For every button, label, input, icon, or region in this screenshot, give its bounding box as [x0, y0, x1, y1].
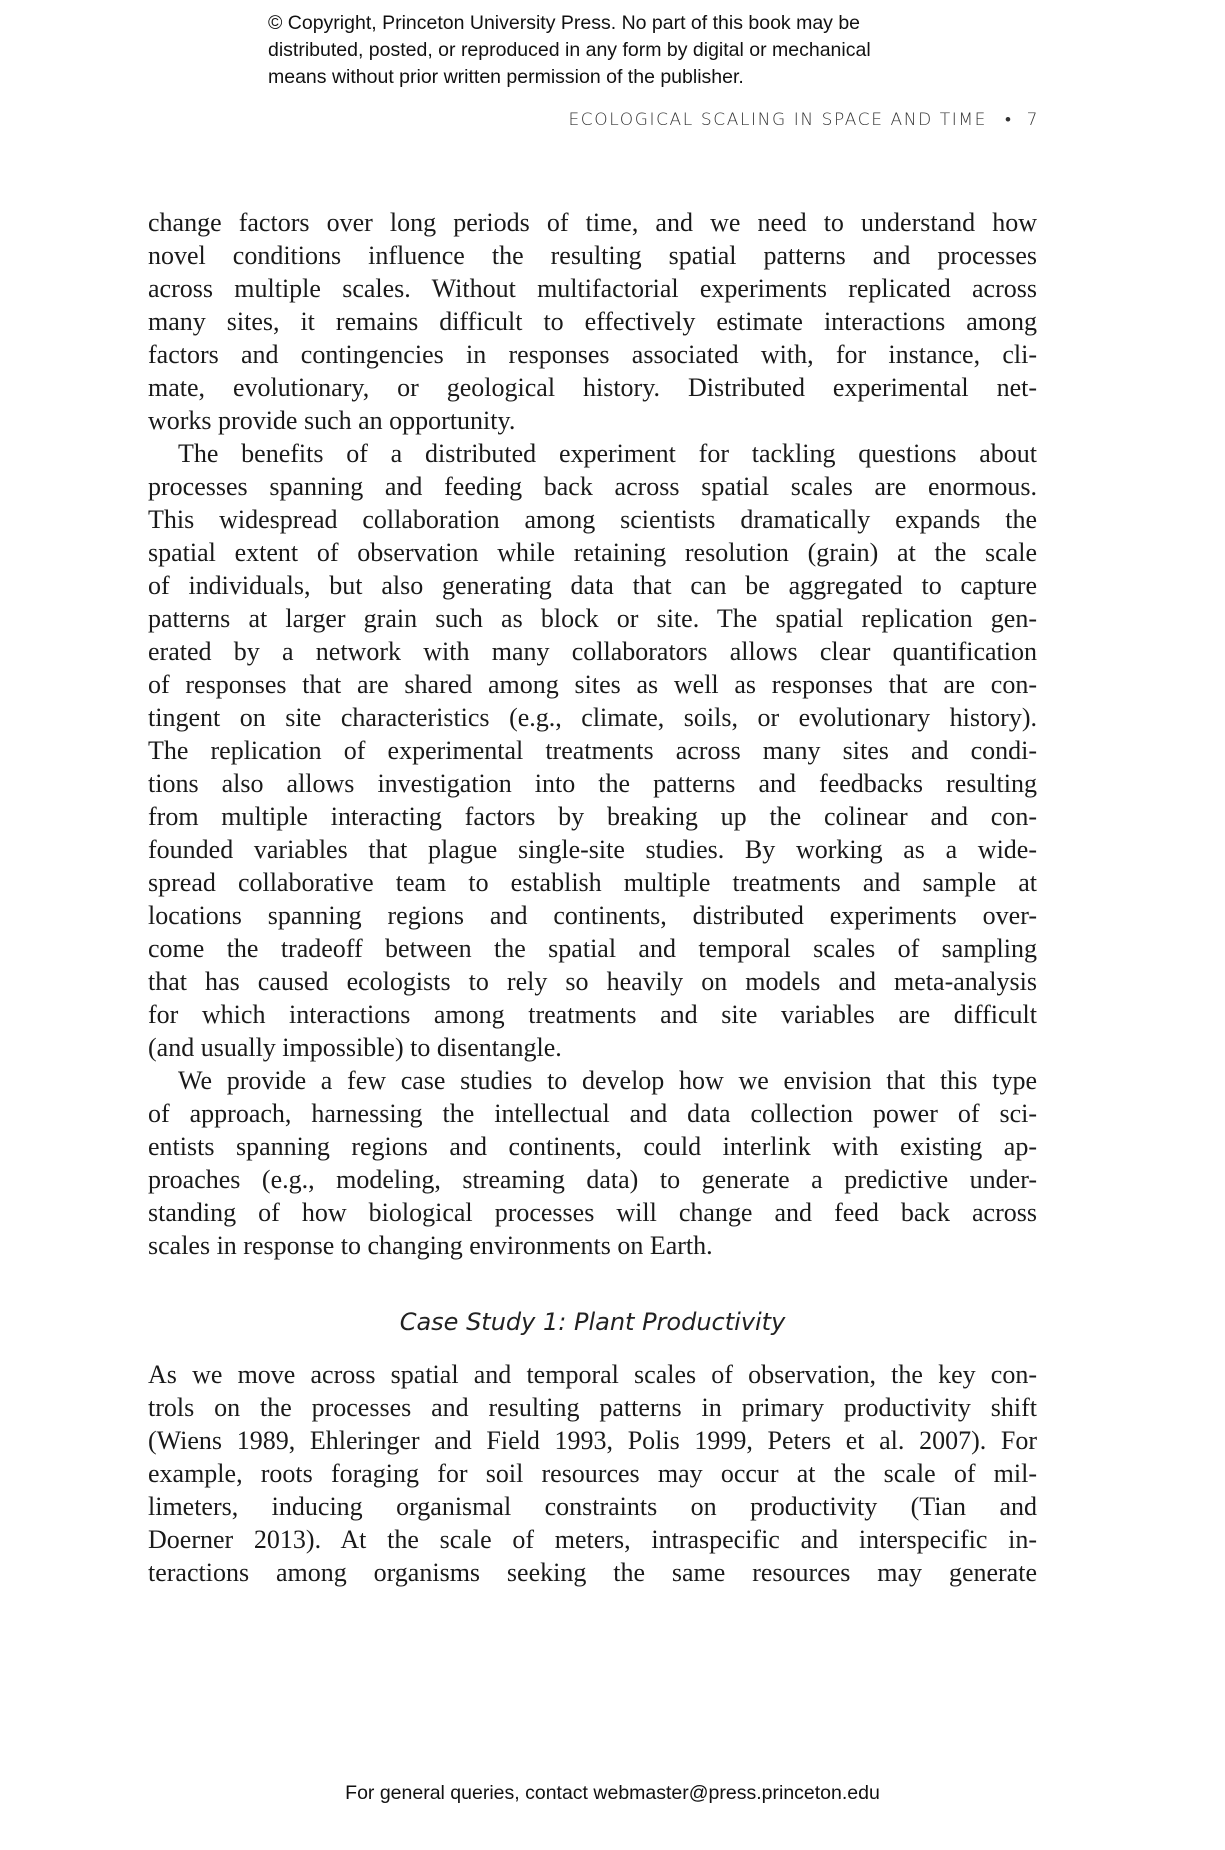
copyright-line: means without prior written permission of the publisher.: [268, 66, 744, 88]
text-line: proaches (e.g., modeling, streaming data) to generate a predictive under-: [148, 1165, 1037, 1194]
text-line: The benefits of a distributed experiment for tackling questions about: [178, 439, 1037, 468]
paragraph: [148, 437, 1037, 1064]
text-line: tions also allows investigation into the patterns and feedbacks resulting: [148, 769, 1037, 798]
text-line: trols on the processes and resulting patterns in primary productivity shift: [148, 1393, 1037, 1422]
text-line: (and usually impossible) to disentangle.: [148, 1033, 562, 1062]
text-line: We provide a few case studies to develop how we envision that this type: [178, 1066, 1037, 1095]
text-line: change factors over long periods of time, and we need to understand how: [148, 208, 1037, 237]
text-line: for which interactions among treatments and site variables are difficult: [148, 1000, 1037, 1029]
text-line: standing of how biological processes will change and feed back across: [148, 1198, 1037, 1227]
text-line: spread collaborative team to establish multiple treatments and sample at: [148, 868, 1037, 897]
running-head-title: ECOLOGICAL SCALING IN SPACE AND TIME: [568, 110, 988, 130]
running-head-separator: •: [1005, 110, 1013, 130]
paragraph: [148, 206, 1037, 437]
text-line: tingent on site characteristics (e.g., climate, soils, or evolutionary history).: [148, 703, 1037, 732]
section-heading: Case Study 1: Plant Productivity: [399, 1308, 786, 1336]
text-line: locations spanning regions and continents, distributed experiments over-: [148, 901, 1037, 930]
text-line: patterns at larger grain such as block or site. The spatial replication gen-: [148, 604, 1037, 633]
body-text-after-heading: [148, 1358, 1037, 1589]
text-line: mate, evolutionary, or geological history. Distributed experimental net-: [148, 373, 1037, 402]
text-line: across multiple scales. Without multifactorial experiments replicated across: [148, 274, 1037, 303]
text-line: scales in response to changing environments on Earth.: [148, 1231, 713, 1260]
copyright-notice: [268, 10, 871, 91]
text-line: As we move across spatial and temporal scales of observation, the key con-: [148, 1360, 1037, 1389]
footer-contact: For general queries, contact webmaster@press.princeton.edu: [345, 1782, 880, 1804]
text-line: example, roots foraging for soil resources may occur at the scale of mil-: [148, 1459, 1037, 1488]
text-line: (Wiens 1989, Ehleringer and Field 1993, Polis 1999, Peters et al. 2007). For: [148, 1426, 1037, 1455]
text-line: processes spanning and feeding back across spatial scales are enormous.: [148, 472, 1037, 501]
paragraph: [148, 1064, 1037, 1262]
text-line: The replication of experimental treatments across many sites and condi-: [148, 736, 1037, 765]
body-text-before-heading: [148, 206, 1037, 1262]
text-line: novel conditions influence the resulting spatial patterns and processes: [148, 241, 1037, 270]
text-line: Doerner 2013). At the scale of meters, intraspecific and interspecific in-: [148, 1525, 1037, 1554]
text-line: of individuals, but also generating data that can be aggregated to capture: [148, 571, 1037, 600]
text-line: that has caused ecologists to rely so heavily on models and meta-analysis: [148, 967, 1037, 996]
text-line: from multiple interacting factors by breaking up the colinear and con-: [148, 802, 1037, 831]
text-line: founded variables that plague single-site studies. By working as a wide-: [148, 835, 1037, 864]
text-line: many sites, it remains difficult to effectively estimate interactions among: [148, 307, 1037, 336]
paragraph: [148, 1358, 1037, 1589]
text-line: of approach, harnessing the intellectual and data collection power of sci-: [148, 1099, 1037, 1128]
text-line: of responses that are shared among sites as well as responses that are con-: [148, 670, 1037, 699]
text-line: spatial extent of observation while retaining resolution (grain) at the scale: [148, 538, 1037, 567]
copyright-line: distributed, posted, or reproduced in any form by digital or mechanical: [268, 39, 871, 61]
text-line: works provide such an opportunity.: [148, 406, 516, 435]
text-line: limeters, inducing organismal constraints on productivity (Tian and: [148, 1492, 1037, 1521]
text-line: entists spanning regions and continents, could interlink with existing ap-: [148, 1132, 1037, 1161]
running-head: [568, 110, 1039, 130]
text-line: come the tradeoff between the spatial and temporal scales of sampling: [148, 934, 1037, 963]
copyright-line: © Copyright, Princeton University Press. No part of this book may be: [268, 12, 861, 34]
page-number: 7: [1026, 110, 1039, 130]
text-line: teractions among organisms seeking the same resources may generate: [148, 1558, 1037, 1587]
text-line: This widespread collaboration among scientists dramatically expands the: [148, 505, 1037, 534]
text-line: factors and contingencies in responses associated with, for instance, cli-: [148, 340, 1037, 369]
text-line: erated by a network with many collaborators allows clear quantification: [148, 637, 1037, 666]
